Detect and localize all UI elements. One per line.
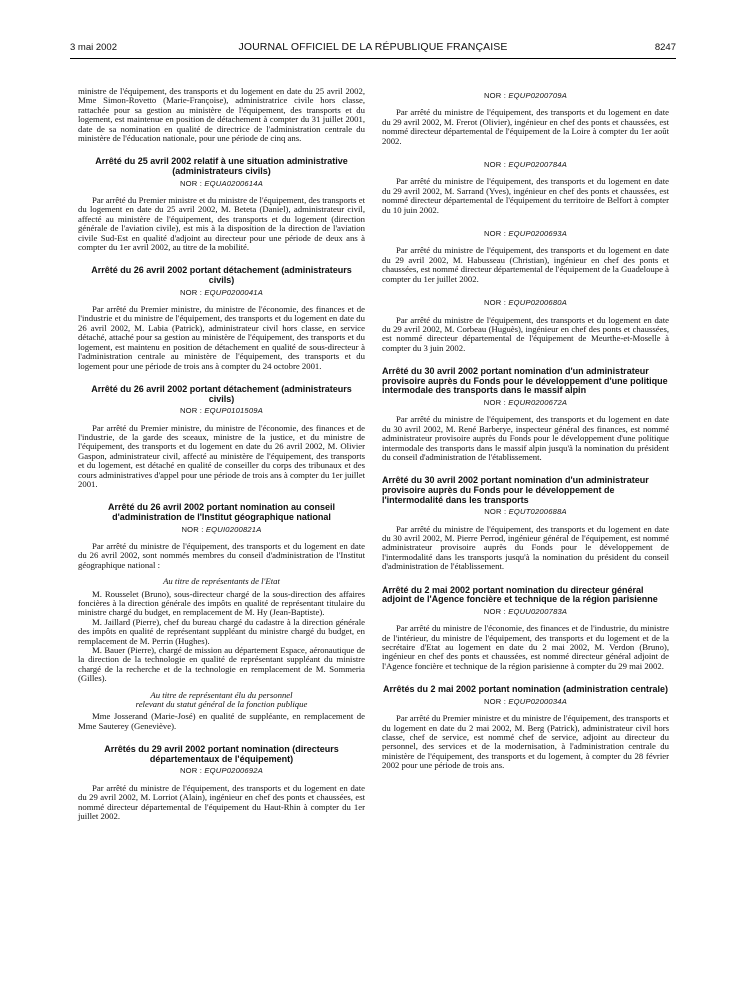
section-title: Arrêté du 26 avril 2002 portant détachement (administrateurs civils) bbox=[91, 383, 352, 404]
page-header bbox=[70, 42, 676, 56]
journal-title: JOURNAL OFFICIEL DE LA RÉPUBLIQUE FRANÇAISE bbox=[238, 41, 508, 53]
section-body: Par arrêté du ministre de l'équipement, des transports et du logement en date du 26 avril 2002, sont nommés membres du conseil d'administration de l'Institut géographique national : bbox=[78, 540, 365, 570]
section-body: Par arrêté du Premier ministre et du ministre de l'équipement, des transports et du logement en date du 2 mai 2002, M. Berg (Patrick), administrateur civil hors classe, chef de service, est nommé chef de service, adjoint au directeur du personnel, des services et de la modernisation, à l'administration centrale du ministère de l'équipement, des transports et du logement, à compter du 28 février 2002 pour une période de trois ans. bbox=[382, 713, 669, 771]
section-body: Par arrêté du ministre de l'équipement, des transports et du logement en date du 29 avril 2002, M. Sarrand (Yves), ingénieur en chef des ponts et chaussées, est nommé directeur départemental de l'équipement du territoire de Belfort à compter du 10 juin 2002. bbox=[382, 176, 669, 215]
member-paragraph: M. Bauer (Pierre), chargé de mission au département Espace, aéronautique de la direction de la technologie en qualité de représentant suppléant du ministre chargé de la recherche et de la technologie en remplacement de M. Sommeria (Gilles). bbox=[78, 645, 365, 684]
section-body: Par arrêté du ministre de l'équipement, des transports et du logement en date du 30 avril 2002, M. René Barberye, inspecteur général des finances, est nommé administrateur provisoire auprès du Fonds pour le développement d'une politique intermodale des transports dans le massif alpin jusqu'à la nomination du président du conseil d'administration de l'établissement. bbox=[382, 414, 669, 462]
section-body: Par arrêté du ministre de l'économie, des finances et de l'industrie, du ministre de l'intérieur, du ministre de l'équipement, des transports et du logement et de la secrétaire d'Etat au logement en date du 2 mai 2002, M. Verdon (Bruno), ingénieur en chef des ponts et chaussées, est nommé directeur général adjoint de l'Agence foncière et technique de la région parisienne à compter du 29 mai 2002. bbox=[382, 623, 669, 671]
section-title: Arrêté du 26 avril 2002 portant nomination au conseil d'administration de l'Institut géographique national bbox=[107, 502, 336, 522]
section-body: Par arrêté du Premier ministre et du ministre de l'équipement, des transports et du logement en date du 25 avril 2002, M. Beteta (Daniel), administrateur civil, affecté au ministère de l'équipement, des transports et du logement (direction générale de l'aviation civile), est mis à la disposition de la direction de l'aviation civile Sud-Est en qualité d'adjoint au directeur pour une période de deux ans à compter du 1er avril 2002, au titre de la mobilité. bbox=[78, 195, 365, 253]
section-body: Par arrêté du ministre de l'équipement, des transports et du logement en date du 30 avril 2002, M. Pierre Perrod, ingénieur général de l'équipement, est nommé administrateur provisoire auprès du Fonds pour le développement de l'intermodalité dans les transports jusqu'à la nomination du président du conseil d'administration de l'établissement. bbox=[382, 523, 669, 572]
nor-reference: NOR : EQUR0200672A bbox=[483, 397, 568, 407]
section-body: Par arrêté du ministre de l'équipement, des transports et du logement en date du 29 avril 2002, M. Corbeau (Huguès), ingénieur en chef des ponts et chaussées, est nommé directeur départemental de l'équipement de Meurthe-et-Moselle à compter du 3 juin 2002. bbox=[382, 314, 669, 353]
section-body: Par arrêté du Premier ministre, du ministre de l'économie, des finances et de l'industrie et du ministre de l'équipement, des transports et du logement en date du 26 avril 2002, M. Labia (Patrick), administrateur civil hors classe, en service détaché, attaché pour sa gestion au ministère de l'équipement, des transports et du logement, est maintenu en position de détachement en qualité de sous-directeur à l'administration centrale au ministère de l'équipement, des transports et du logement pour une période de trois ans à compter du 24 octobre 2001. bbox=[78, 304, 365, 371]
right-column bbox=[382, 91, 669, 771]
section-body: Par arrêté du ministre de l'équipement, des transports et du logement en date du 29 avril 2002, M. Lorriot (Alain), ingénieur en chef des ponts et chaussées, est nommé directeur départemental de l'équipement du Haut-Rhin à compter du 1er juillet 2002. bbox=[78, 782, 365, 822]
section-title: Arrêté du 30 avril 2002 portant nomination d'un administrateur provisoire auprès du Fonds pour le développement de l'intermodalité dans les transports bbox=[382, 475, 649, 505]
section-title: Arrêté du 25 avril 2002 relatif à une situation administrative (administrateurs civils) bbox=[95, 156, 348, 177]
section-body: Par arrêté du ministre de l'équipement, des transports et du logement en date du 29 avril 2002, M. Habusseau (Christian), ingénieur en chef des ponts et chaussées, est nommé directeur départemental de l'équipement de la Guadeloupe à compter du 1er juillet 2002. bbox=[382, 245, 669, 284]
left-column bbox=[78, 87, 365, 821]
section-body: Par arrêté du ministre de l'équipement, des transports et du logement en date du 29 avril 2002, M. Frerot (Olivier), ingénieur en chef des ponts et chaussées, est nommé directeur départemental de l'équipement de la Loire à compter du 1er août 2002. bbox=[382, 107, 669, 146]
section-title: Arrêté du 2 mai 2002 portant nomination du directeur général adjoint de l'Agence foncière et technique de la région parisienne bbox=[382, 584, 658, 605]
member-paragraph: M. Jaillard (Pierre), chef du bureau chargé du cadastre à la direction générale des impôts en qualité de représentant suppléant du ministre chargé du budget, en remplacement de M. Perrin (Hughes). bbox=[78, 616, 365, 646]
nor-reference: NOR : EQUI0200821A bbox=[181, 524, 262, 534]
header-rule bbox=[70, 58, 676, 59]
nor-reference: NOR : EQUP0101509A bbox=[180, 406, 263, 416]
section-title: Arrêtés du 2 mai 2002 portant nomination (administration centrale) bbox=[382, 684, 669, 695]
nor-reference: NOR : EQUT0200688A bbox=[484, 507, 567, 517]
nor-reference: NOR : EQUU0200783A bbox=[483, 606, 568, 616]
nor-reference: NOR : EQUP0200680A bbox=[484, 298, 567, 308]
member-paragraph: M. Rousselet (Bruno), sous-directeur chargé de la sous-direction des affaires foncières à la direction générale des impôts en qualité de représentant titulaire du ministre chargé du budget, en remplacement de M. Hy (Jean-Baptiste). bbox=[78, 588, 365, 618]
page-number: 8247 bbox=[654, 42, 676, 53]
intro-paragraph: ministre de l'équipement, des transports et du logement en date du 25 avril 2002, Mme Simon-Rovetto (Marie-Françoise), administratrice civile hors classe, rattachée pour sa gestion au ministère de l'équipement, des transports et du logement, est maintenue en position de détachement à compter du 31 juillet 2001, date de sa nomination en qualité de directrice de l'administration centrale du ministère de l'éducation nationale, pour une période de cinq ans. bbox=[78, 86, 365, 144]
section-title: Arrêté du 26 avril 2002 portant détachement (administrateurs civils) bbox=[91, 265, 352, 286]
nor-reference: NOR : EQUP0200784A bbox=[484, 160, 567, 170]
nor-reference: NOR : EQUP0200034A bbox=[484, 696, 567, 706]
nor-reference: NOR : EQUP0200041A bbox=[180, 287, 263, 297]
subheading: Au titre de représentants de l'Etat bbox=[163, 576, 280, 587]
nor-reference: NOR : EQUP0200693A bbox=[484, 229, 567, 239]
nor-reference: NOR : EQUP0200709A bbox=[484, 91, 567, 100]
section-body: Par arrêté du Premier ministre, du ministre de l'économie, des finances et de l'industrie, de la garde des sceaux, ministre de la justice, et du ministre de l'équipement, des transports et du logement en date du 26 avril 2002, M. Olivier Gaspon, administrateur civil, affecté au ministère de l'équipement, des transports et du logement, est détaché en qualité de conseiller du corps des tribunaux et des cours administratives d'appel pour une période de trois ans à compter du 1er juillet 2001. bbox=[78, 422, 365, 489]
section-title: Arrêté du 30 avril 2002 portant nomination d'un administrateur provisoire auprès du Fonds pour le développement d'une politique intermodale des transports dans le massif alpin bbox=[382, 366, 668, 396]
subheading: Au titre de représentant élu du personnel relevant du statut général de la fonction publique bbox=[135, 689, 308, 710]
section-title: Arrêtés du 29 avril 2002 portant nomination (directeurs départementaux de l'équipement) bbox=[104, 744, 339, 764]
nor-reference: NOR : EQUA0200614A bbox=[180, 178, 263, 188]
member-paragraph: Mme Josserand (Marie-José) en qualité de suppléante, en remplacement de Mme Sauterey (Geneviève). bbox=[78, 711, 365, 731]
nor-reference: NOR : EQUP0200692A bbox=[180, 766, 263, 776]
header-date: 3 mai 2002 bbox=[70, 42, 118, 53]
